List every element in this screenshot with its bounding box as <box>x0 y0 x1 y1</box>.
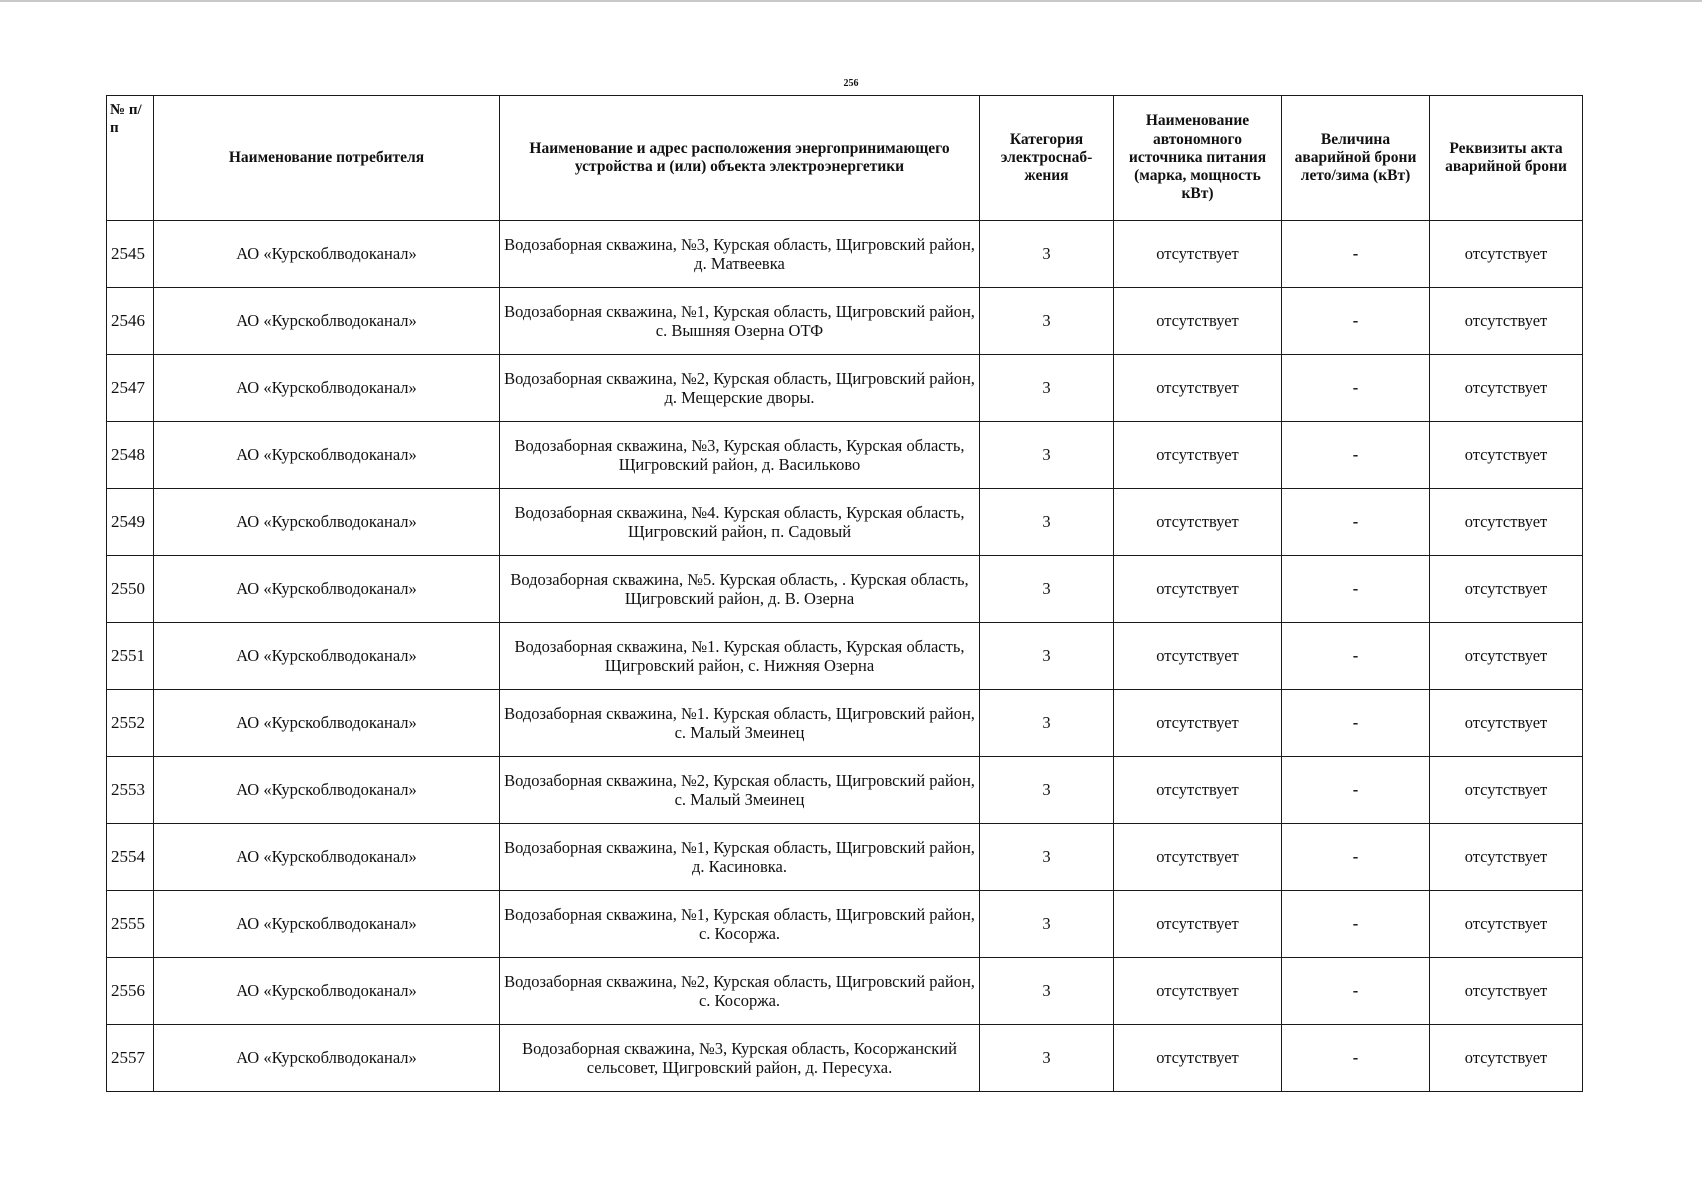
cell-power-source: отсутствует <box>1114 891 1282 958</box>
table-row <box>107 623 1583 690</box>
header-num: № п/п <box>107 96 154 221</box>
cell-consumer: АО «Курскоблводоканал» <box>154 355 500 422</box>
cell-consumer: АО «Курскоблводоканал» <box>154 623 500 690</box>
cell-category: 3 <box>980 556 1114 623</box>
page-number: 256 <box>843 78 859 89</box>
cell-consumer: АО «Курскоблводоканал» <box>154 221 500 288</box>
cell-power-source: отсутствует <box>1114 623 1282 690</box>
header-source: Наименование автономного источника питания (марка, мощность кВт) <box>1114 96 1282 221</box>
cell-reserve-value: - <box>1282 757 1430 824</box>
cell-category: 3 <box>980 1025 1114 1092</box>
cell-object-address: Водозаборная скважина, №3, Курская область, Щигровский район, д. Матвеевка <box>500 221 980 288</box>
cell-num: 2547 <box>107 355 154 422</box>
cell-reserve-value: - <box>1282 355 1430 422</box>
cell-act-details: отсутствует <box>1430 221 1583 288</box>
cell-object-address: Водозаборная скважина, №1. Курская область, Щигровский район, с. Малый Змеинец <box>500 690 980 757</box>
cell-category: 3 <box>980 891 1114 958</box>
table-row <box>107 824 1583 891</box>
cell-reserve-value: - <box>1282 958 1430 1025</box>
cell-consumer: АО «Курскоблводоканал» <box>154 422 500 489</box>
cell-category: 3 <box>980 757 1114 824</box>
cell-num: 2554 <box>107 824 154 891</box>
cell-reserve-value: - <box>1282 891 1430 958</box>
cell-num: 2546 <box>107 288 154 355</box>
table-row <box>107 891 1583 958</box>
cell-object-address: Водозаборная скважина, №3, Курская область, Косоржанский сельсовет, Щигровский район, д. Пересуха. <box>500 1025 980 1092</box>
cell-num: 2553 <box>107 757 154 824</box>
emergency-reserve-table <box>106 95 1583 1092</box>
cell-consumer: АО «Курскоблводоканал» <box>154 824 500 891</box>
table-row <box>107 757 1583 824</box>
cell-reserve-value: - <box>1282 556 1430 623</box>
cell-power-source: отсутствует <box>1114 824 1282 891</box>
cell-consumer: АО «Курскоблводоканал» <box>154 757 500 824</box>
cell-category: 3 <box>980 221 1114 288</box>
cell-act-details: отсутствует <box>1430 891 1583 958</box>
cell-reserve-value: - <box>1282 623 1430 690</box>
table-row <box>107 1025 1583 1092</box>
cell-consumer: АО «Курскоблводоканал» <box>154 1025 500 1092</box>
cell-power-source: отсутствует <box>1114 288 1282 355</box>
cell-category: 3 <box>980 288 1114 355</box>
cell-reserve-value: - <box>1282 824 1430 891</box>
cell-num: 2557 <box>107 1025 154 1092</box>
table-row <box>107 690 1583 757</box>
cell-power-source: отсутствует <box>1114 355 1282 422</box>
header-reserve: Величина аварийной брони лето/зима (кВт) <box>1282 96 1430 221</box>
table-body <box>107 221 1583 1092</box>
cell-object-address: Водозаборная скважина, №1, Курская область, Щигровский район, с. Косоржа. <box>500 891 980 958</box>
cell-consumer: АО «Курскоблводоканал» <box>154 489 500 556</box>
cell-category: 3 <box>980 489 1114 556</box>
cell-reserve-value: - <box>1282 690 1430 757</box>
cell-act-details: отсутствует <box>1430 958 1583 1025</box>
cell-act-details: отсутствует <box>1430 422 1583 489</box>
cell-object-address: Водозаборная скважина, №2, Курская область, Щигровский район, с. Косоржа. <box>500 958 980 1025</box>
cell-act-details: отсутствует <box>1430 556 1583 623</box>
cell-object-address: Водозаборная скважина, №2, Курская область, Щигровский район, с. Малый Змеинец <box>500 757 980 824</box>
cell-num: 2550 <box>107 556 154 623</box>
cell-consumer: АО «Курскоблводоканал» <box>154 288 500 355</box>
table-row <box>107 288 1583 355</box>
cell-num: 2549 <box>107 489 154 556</box>
cell-category: 3 <box>980 422 1114 489</box>
cell-act-details: отсутствует <box>1430 489 1583 556</box>
cell-act-details: отсутствует <box>1430 1025 1583 1092</box>
cell-act-details: отсутствует <box>1430 824 1583 891</box>
cell-power-source: отсутствует <box>1114 556 1282 623</box>
cell-act-details: отсутствует <box>1430 757 1583 824</box>
page-top-edge <box>0 0 1702 2</box>
cell-num: 2556 <box>107 958 154 1025</box>
table-row <box>107 958 1583 1025</box>
cell-object-address: Водозаборная скважина, №2, Курская область, Щигровский район, д. Мещерские дворы. <box>500 355 980 422</box>
header-object: Наименование и адрес расположения энергопринимающего устройства и (или) объекта электроэнергетики <box>500 96 980 221</box>
cell-object-address: Водозаборная скважина, №1. Курская область, Курская область, Щигровский район, с. Нижняя Озерна <box>500 623 980 690</box>
cell-reserve-value: - <box>1282 1025 1430 1092</box>
table-row <box>107 489 1583 556</box>
cell-consumer: АО «Курскоблводоканал» <box>154 891 500 958</box>
table-row <box>107 221 1583 288</box>
cell-power-source: отсутствует <box>1114 958 1282 1025</box>
cell-consumer: АО «Курскоблводоканал» <box>154 556 500 623</box>
cell-act-details: отсутствует <box>1430 355 1583 422</box>
cell-num: 2551 <box>107 623 154 690</box>
cell-num: 2545 <box>107 221 154 288</box>
cell-power-source: отсутствует <box>1114 422 1282 489</box>
cell-object-address: Водозаборная скважина, №4. Курская область, Курская область, Щигровский район, п. Садовый <box>500 489 980 556</box>
cell-num: 2555 <box>107 891 154 958</box>
table-header-row <box>107 96 1583 221</box>
cell-consumer: АО «Курскоблводоканал» <box>154 958 500 1025</box>
table-row <box>107 355 1583 422</box>
header-act: Реквизиты акта аварийной брони <box>1430 96 1583 221</box>
table-row <box>107 556 1583 623</box>
cell-num: 2552 <box>107 690 154 757</box>
cell-category: 3 <box>980 623 1114 690</box>
table-row <box>107 422 1583 489</box>
cell-reserve-value: - <box>1282 422 1430 489</box>
header-category: Категория электроснаб-жения <box>980 96 1114 221</box>
cell-object-address: Водозаборная скважина, №1, Курская область, Щигровский район, с. Вышняя Озерна ОТФ <box>500 288 980 355</box>
cell-reserve-value: - <box>1282 288 1430 355</box>
cell-reserve-value: - <box>1282 221 1430 288</box>
cell-power-source: отсутствует <box>1114 690 1282 757</box>
header-consumer: Наименование потребителя <box>154 96 500 221</box>
cell-power-source: отсутствует <box>1114 1025 1282 1092</box>
cell-act-details: отсутствует <box>1430 690 1583 757</box>
cell-object-address: Водозаборная скважина, №3, Курская область, Курская область, Щигровский район, д. Васильково <box>500 422 980 489</box>
cell-reserve-value: - <box>1282 489 1430 556</box>
cell-category: 3 <box>980 355 1114 422</box>
cell-category: 3 <box>980 690 1114 757</box>
cell-consumer: АО «Курскоблводоканал» <box>154 690 500 757</box>
cell-object-address: Водозаборная скважина, №1, Курская область, Щигровский район, д. Касиновка. <box>500 824 980 891</box>
cell-act-details: отсутствует <box>1430 288 1583 355</box>
cell-object-address: Водозаборная скважина, №5. Курская область, . Курская область, Щигровский район, д. В. Озерна <box>500 556 980 623</box>
cell-num: 2548 <box>107 422 154 489</box>
cell-power-source: отсутствует <box>1114 757 1282 824</box>
cell-category: 3 <box>980 958 1114 1025</box>
cell-power-source: отсутствует <box>1114 489 1282 556</box>
cell-act-details: отсутствует <box>1430 623 1583 690</box>
cell-category: 3 <box>980 824 1114 891</box>
cell-power-source: отсутствует <box>1114 221 1282 288</box>
